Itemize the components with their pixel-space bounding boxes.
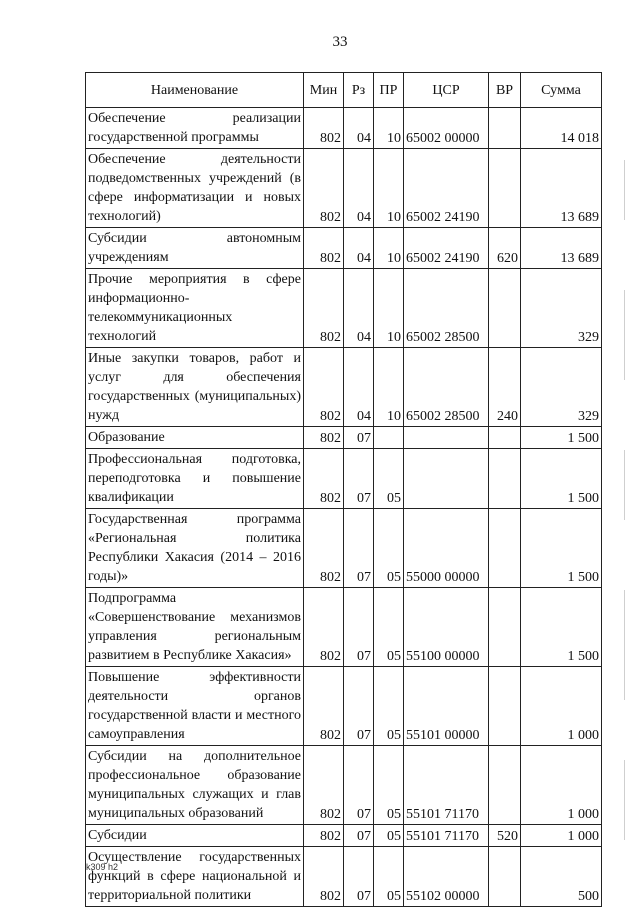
row-sum: 1 500 xyxy=(521,427,602,449)
row-pr: 05 xyxy=(374,746,404,825)
row-pr: 05 xyxy=(374,588,404,667)
row-rz: 07 xyxy=(344,667,374,746)
row-sum: 500 xyxy=(521,847,602,907)
row-pr: 05 xyxy=(374,509,404,588)
row-min: 802 xyxy=(304,348,344,427)
table-row xyxy=(86,269,602,348)
table-row xyxy=(86,149,602,228)
row-sum: 1 500 xyxy=(521,509,602,588)
table-row xyxy=(86,667,602,746)
row-name: Обеспечение реализации государственной программы xyxy=(86,108,304,149)
row-min: 802 xyxy=(304,427,344,449)
row-sum: 13 689 xyxy=(521,149,602,228)
row-vr: 520 xyxy=(489,825,521,847)
row-rz: 07 xyxy=(344,825,374,847)
table-row xyxy=(86,825,602,847)
row-rz: 07 xyxy=(344,509,374,588)
row-min: 802 xyxy=(304,269,344,348)
row-name: Субсидии автономным учреждениям xyxy=(86,228,304,269)
row-vr xyxy=(489,847,521,907)
row-sum: 1 000 xyxy=(521,746,602,825)
row-min: 802 xyxy=(304,228,344,269)
row-min: 802 xyxy=(304,449,344,509)
header-csr: ЦСР xyxy=(404,73,489,108)
row-vr xyxy=(489,746,521,825)
row-sum: 14 018 xyxy=(521,108,602,149)
row-name: Подпрограмма «Совершенствование механизмов управления региональным развитием в Республике Хакасия» xyxy=(86,588,304,667)
row-min: 802 xyxy=(304,509,344,588)
row-name: Иные закупки товаров, работ и услуг для обеспечения государственных (муниципальных) нужд xyxy=(86,348,304,427)
row-pr xyxy=(374,427,404,449)
row-pr: 10 xyxy=(374,269,404,348)
row-min: 802 xyxy=(304,746,344,825)
table-row xyxy=(86,588,602,667)
row-csr: 55101 00000 xyxy=(404,667,489,746)
row-rz: 07 xyxy=(344,847,374,907)
budget-table xyxy=(85,72,602,907)
table-row xyxy=(86,509,602,588)
row-vr: 240 xyxy=(489,348,521,427)
row-pr: 10 xyxy=(374,149,404,228)
scan-margin-marks xyxy=(618,120,632,880)
page-number: 33 xyxy=(332,34,348,50)
row-name: Обеспечение деятельности подведомственных учреждений (в сфере информатизации и новых технологий) xyxy=(86,149,304,228)
row-csr xyxy=(404,427,489,449)
table-row xyxy=(86,746,602,825)
row-csr xyxy=(404,449,489,509)
row-csr: 65002 28500 xyxy=(404,269,489,348)
row-csr: 55101 71170 xyxy=(404,746,489,825)
row-csr: 55100 00000 xyxy=(404,588,489,667)
row-name: Прочие мероприятия в сфере информационно-телекоммуникационных технологий xyxy=(86,269,304,348)
row-sum: 329 xyxy=(521,348,602,427)
row-name: Осуществление государственных функций в сфере национальной и территориальной политики xyxy=(86,847,304,907)
row-name: Повышение эффективности деятельности органов государственной власти и местного самоуправления xyxy=(86,667,304,746)
row-sum: 1 500 xyxy=(521,449,602,509)
footer-code: k309 h2 xyxy=(86,862,119,872)
row-rz: 07 xyxy=(344,427,374,449)
header-min: Мин xyxy=(304,73,344,108)
row-pr: 05 xyxy=(374,825,404,847)
row-pr: 05 xyxy=(374,449,404,509)
header-rz: Рз xyxy=(344,73,374,108)
row-csr: 55000 00000 xyxy=(404,509,489,588)
row-pr: 10 xyxy=(374,108,404,149)
row-vr: 620 xyxy=(489,228,521,269)
row-sum: 13 689 xyxy=(521,228,602,269)
row-rz: 07 xyxy=(344,449,374,509)
row-rz: 04 xyxy=(344,348,374,427)
row-csr: 55102 00000 xyxy=(404,847,489,907)
table-header-row xyxy=(86,73,602,108)
row-pr: 05 xyxy=(374,847,404,907)
row-rz: 04 xyxy=(344,108,374,149)
header-vr: ВР xyxy=(489,73,521,108)
row-vr xyxy=(489,588,521,667)
row-name: Субсидии xyxy=(86,825,304,847)
row-vr xyxy=(489,108,521,149)
row-vr xyxy=(489,427,521,449)
row-pr: 10 xyxy=(374,228,404,269)
row-min: 802 xyxy=(304,667,344,746)
row-sum: 1 000 xyxy=(521,667,602,746)
row-pr: 05 xyxy=(374,667,404,746)
row-name: Образование xyxy=(86,427,304,449)
row-sum: 1 500 xyxy=(521,588,602,667)
row-min: 802 xyxy=(304,588,344,667)
row-csr: 55101 71170 xyxy=(404,825,489,847)
row-pr: 10 xyxy=(374,348,404,427)
row-rz: 04 xyxy=(344,269,374,348)
row-csr: 65002 00000 xyxy=(404,108,489,149)
table-row xyxy=(86,348,602,427)
table-row xyxy=(86,228,602,269)
row-rz: 07 xyxy=(344,746,374,825)
row-vr xyxy=(489,449,521,509)
row-csr: 65002 24190 xyxy=(404,149,489,228)
row-sum: 1 000 xyxy=(521,825,602,847)
row-csr: 65002 24190 xyxy=(404,228,489,269)
row-name: Профессиональная подготовка, переподготовка и повышение квалификации xyxy=(86,449,304,509)
row-rz: 04 xyxy=(344,149,374,228)
row-name: Субсидии на дополнительное профессиональное образование муниципальных служащих и глав муниципальных образований xyxy=(86,746,304,825)
row-rz: 04 xyxy=(344,228,374,269)
header-name: Наименование xyxy=(86,73,304,108)
table-row xyxy=(86,449,602,509)
table-row xyxy=(86,427,602,449)
row-rz: 07 xyxy=(344,588,374,667)
row-vr xyxy=(489,149,521,228)
row-min: 802 xyxy=(304,847,344,907)
row-min: 802 xyxy=(304,108,344,149)
header-sum: Сумма xyxy=(521,73,602,108)
row-vr xyxy=(489,269,521,348)
table-row xyxy=(86,847,602,907)
row-vr xyxy=(489,667,521,746)
row-min: 802 xyxy=(304,825,344,847)
row-vr xyxy=(489,509,521,588)
row-sum: 329 xyxy=(521,269,602,348)
row-min: 802 xyxy=(304,149,344,228)
header-pr: ПР xyxy=(374,73,404,108)
table-row xyxy=(86,108,602,149)
row-csr: 65002 28500 xyxy=(404,348,489,427)
row-name: Государственная программа «Региональная политика Республики Хакасия (2014 – 2016 годы)» xyxy=(86,509,304,588)
